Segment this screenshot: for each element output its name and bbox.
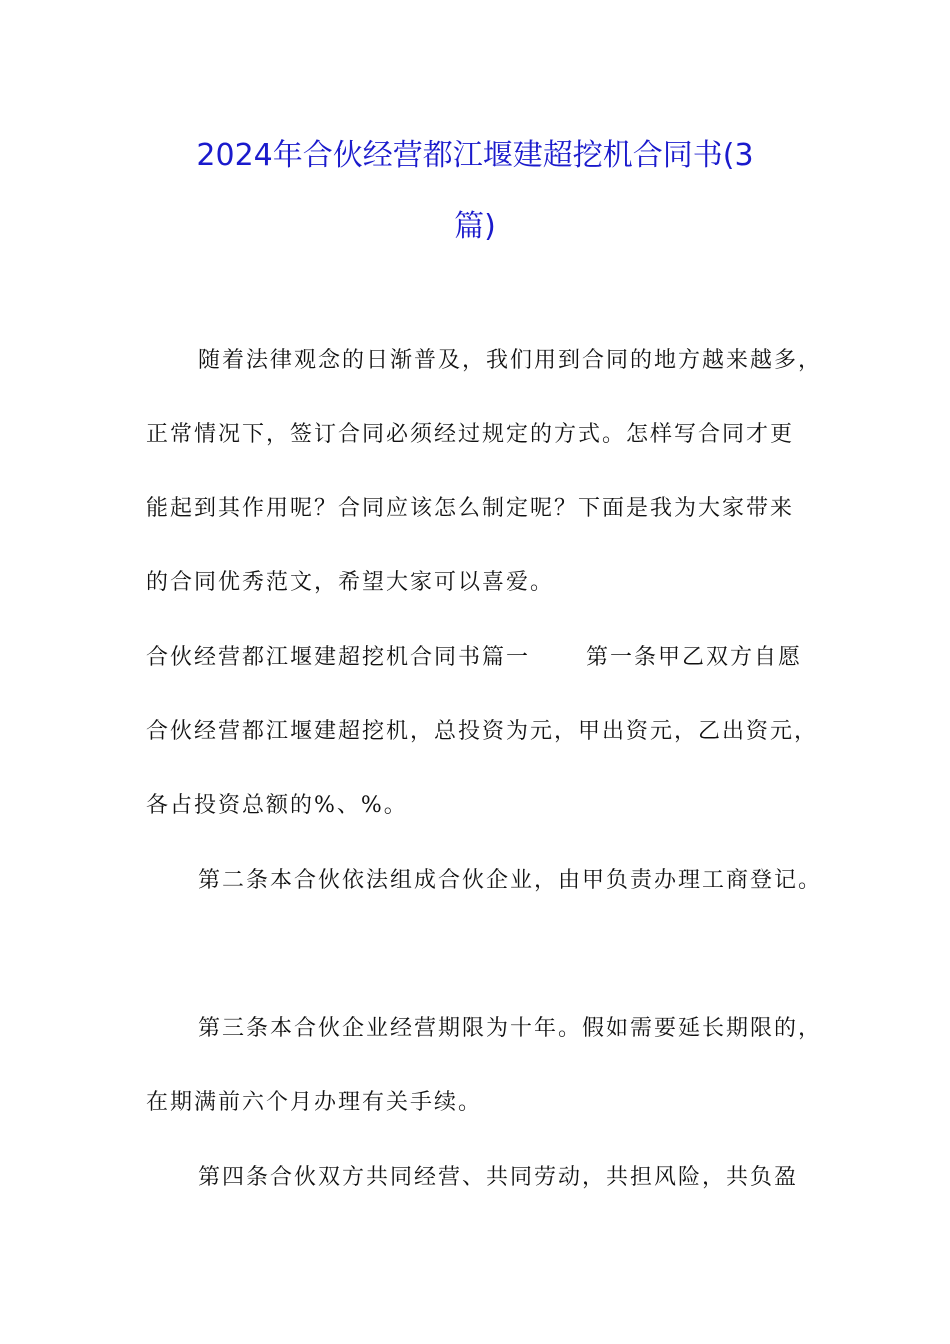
- document-title-line-1: 2024年合伙经营都江堰建超挖机合同书(3: [196, 138, 754, 173]
- intro-line-4: 的合同优秀范文，希望大家可以喜爱。: [146, 570, 555, 595]
- article-2: 第二条本合伙依法组成合伙企业，由甲负责办理工商登记。: [198, 868, 823, 893]
- document-title-line-2: 篇): [454, 209, 496, 244]
- intro-line-1: 随着法律观念的日渐普及，我们用到合同的地方越来越多，: [198, 348, 823, 373]
- section-heading-line: [146, 643, 826, 673]
- article-1-line-2: 合伙经营都江堰建超挖机，总投资为元，甲出资元，乙出资元，: [146, 719, 819, 744]
- article-1-line-3: 各占投资总额的%、%。: [146, 793, 408, 818]
- intro-line-2: 正常情况下，签订合同必须经过规定的方式。怎样写合同才更: [146, 422, 795, 447]
- section-heading: 合伙经营都江堰建超挖机合同书篇一: [146, 645, 531, 670]
- article-3-line-1: 第三条本合伙企业经营期限为十年。假如需要延长期限的，: [198, 1016, 823, 1041]
- article-4-line-1: 第四条合伙双方共同经营、共同劳动，共担风险，共负盈: [198, 1165, 799, 1190]
- article-1-start: 第一条甲乙双方自愿: [586, 645, 803, 670]
- intro-line-3: 能起到其作用呢？合同应该怎么制定呢？下面是我为大家带来: [146, 496, 795, 521]
- article-3-line-2: 在期满前六个月办理有关手续。: [146, 1090, 483, 1115]
